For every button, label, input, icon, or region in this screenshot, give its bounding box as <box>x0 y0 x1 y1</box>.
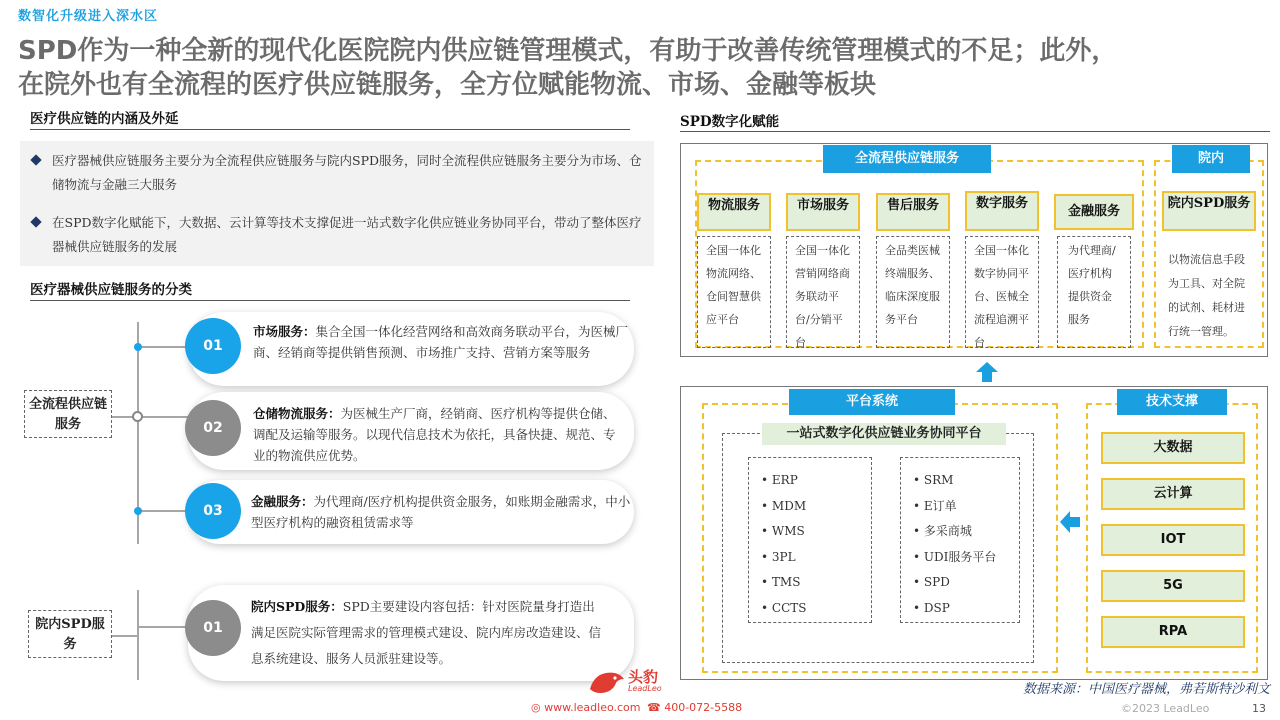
tech-cloud-computing: 云计算 <box>1101 478 1245 510</box>
service-title: 仓储物流服务： <box>253 406 341 421</box>
bullet-text: 医疗器械供应链服务主要分为全流程供应链服务与院内SPD服务，同时全流程供应链服务主要分为市场、仓储物流与金融三大服务 <box>52 153 642 192</box>
bullet-text: 在SPD数字化赋能下，大数据、云计算等技术支撑促进一站式数字化供应链业务协同平台，带动了整体医疗器械供应链服务的发展 <box>52 215 642 254</box>
system-item-label: SPD <box>923 575 950 590</box>
bullet-dot-icon: • <box>913 600 924 615</box>
page-title <box>18 34 1268 102</box>
tree-connector <box>138 346 188 348</box>
system-item-label: UDI服务平台 <box>923 549 997 564</box>
page-number: 13 <box>1252 702 1266 715</box>
service-title-digital: 数字服务 <box>965 191 1039 231</box>
service-title-in-hospital-spd: 院内SPD服务 <box>1162 191 1256 231</box>
system-item <box>761 545 871 571</box>
bullet-dot-icon: • <box>761 575 772 590</box>
service-text: 集合全国一体化经营网络和高效商务联动平台，为医械厂商、经销商等提供销售预测、市场推广支持、营销方案等服务 <box>253 324 629 360</box>
arrow-left-icon <box>1060 511 1070 533</box>
tech-label: 技术支撑 <box>1117 389 1227 415</box>
system-item <box>913 596 1019 622</box>
tree-connector <box>138 416 188 418</box>
heading-supply-chain-scope: 医疗供应链的内涵及外延 <box>30 111 179 127</box>
diamond-bullet-icon <box>30 216 41 227</box>
service-description <box>251 491 631 533</box>
tech-rpa: RPA <box>1101 616 1245 648</box>
full-process-label: 全流程供应链服务 <box>823 145 991 173</box>
service-title-aftersales: 售后服务 <box>876 193 950 231</box>
system-item <box>913 519 1019 545</box>
arrow-left-stem <box>1070 517 1080 527</box>
phone-text: 400-072-5588 <box>664 701 743 714</box>
logo-text-cn: 头豹 <box>628 668 659 686</box>
tree-connector <box>138 626 188 628</box>
system-item <box>761 468 871 494</box>
service-title-logistics: 物流服务 <box>697 193 771 231</box>
node-dot <box>134 507 142 515</box>
system-item-label: DSP <box>923 600 950 615</box>
system-item-label: SRM <box>923 473 954 487</box>
group-label-full-process: 全流程供应链服务 <box>24 390 112 438</box>
system-item <box>913 468 1019 494</box>
platform-title: 一站式数字化供应链业务协同平台 <box>762 423 1006 445</box>
website-link[interactable] <box>531 701 640 714</box>
service-desc-logistics: 全国一体化物流网络、仓间智慧供应平台 <box>697 236 771 348</box>
node-dot <box>134 343 142 351</box>
heading-underline <box>30 300 630 301</box>
service-description <box>253 321 631 363</box>
arrow-up-stem <box>982 372 992 382</box>
service-desc-aftersales: 全品类医械终端服务、临床深度服务平台 <box>876 236 950 348</box>
system-item <box>761 494 871 520</box>
tech-iot: IOT <box>1101 524 1245 556</box>
system-item-label: E订单 <box>923 498 957 513</box>
service-text: 为代理商/医疗机构提供资金服务，如账期金融需求，中小型医疗机构的融资租赁需求等 <box>251 494 631 530</box>
tech-5g: 5G <box>1101 570 1245 602</box>
bullet-dot-icon: • <box>913 498 924 513</box>
bullet-dot-icon: • <box>913 473 924 487</box>
leopard-logo-icon <box>588 667 628 697</box>
bullet-box <box>20 141 654 266</box>
service-title-finance: 金融服务 <box>1054 194 1134 230</box>
tech-big-data: 大数据 <box>1101 432 1245 464</box>
system-item <box>913 570 1019 596</box>
bullet-dot-icon: • <box>761 473 772 487</box>
heading-underline <box>680 131 1270 132</box>
group-label-in-hospital-spd: 院内SPD服务 <box>28 610 112 658</box>
title-line-2: 在院外也有全流程的医疗供应链服务，全方位赋能物流、市场、金融等板块 <box>18 70 877 100</box>
node-dot <box>132 411 143 422</box>
system-item <box>913 545 1019 571</box>
website-text: www.leadleo.com <box>544 701 641 714</box>
system-item-label: 多采商城 <box>923 524 972 539</box>
title-line-1: SPD作为一种全新的现代化医院院内供应链管理模式，有助于改善传统管理模式的不足；此外， <box>18 36 1118 66</box>
data-source: 数据来源：中国医疗器械，弗若斯特沙利文 <box>1022 682 1270 697</box>
section-tag: 数智化升级进入深水区 <box>18 9 159 24</box>
diamond-bullet-icon <box>30 154 41 165</box>
service-title: 院内SPD服务： <box>251 599 343 614</box>
service-title-market: 市场服务 <box>786 193 860 231</box>
system-list-right <box>900 457 1020 623</box>
system-item-label: MDM <box>771 498 807 513</box>
tree-connector <box>112 635 138 637</box>
service-description <box>253 403 625 466</box>
system-item-label: TMS <box>771 575 801 590</box>
logo-text-en: LeadLeo <box>628 684 662 693</box>
system-item <box>761 570 871 596</box>
bullet-item <box>32 211 642 259</box>
system-list-left <box>748 457 872 623</box>
system-item <box>761 596 871 622</box>
service-text: SPD主要建设内容包括：针对医院量身打造出满足医院实际管理需求的管理模式建设、院内库房改造建设、信息系统建设、服务人员派驻建设等。 <box>251 599 602 666</box>
system-item-label: CCTS <box>771 600 807 615</box>
bullet-dot-icon: • <box>761 549 772 564</box>
service-description <box>251 594 606 672</box>
in-hospital-label: 院内 <box>1172 145 1250 173</box>
system-item-label: 3PL <box>771 549 796 564</box>
copyright: ©2023 LeadLeo <box>1121 702 1210 715</box>
number-badge: 02 <box>185 400 241 456</box>
number-badge: 01 <box>185 600 241 656</box>
tree-connector <box>138 510 188 512</box>
number-badge: 03 <box>185 483 241 539</box>
number-badge: 01 <box>185 318 241 374</box>
service-desc-in-hospital-spd: 以物流信息手段为工具、对全院的试剂、耗材进行统一管理。 <box>1168 253 1245 338</box>
heading-service-classification: 医疗器械供应链服务的分类 <box>30 282 192 298</box>
phone-icon: ☎ <box>647 701 661 714</box>
bullet-dot-icon: • <box>761 498 772 513</box>
bullet-dot-icon: • <box>913 575 924 590</box>
system-item-label: ERP <box>771 473 798 487</box>
system-item-label: WMS <box>771 524 805 539</box>
system-item <box>761 519 871 545</box>
bullet-item <box>32 149 642 197</box>
heading-underline <box>30 129 630 130</box>
service-desc-finance: 为代理商/医疗机构提供资金服务 <box>1057 236 1131 348</box>
system-item <box>913 494 1019 520</box>
bullet-dot-icon: • <box>761 600 772 615</box>
service-desc-digital: 全国一体化数字协同平台、医械全流程追溯平台 <box>965 236 1039 348</box>
service-title: 市场服务： <box>253 324 316 339</box>
service-text: 为医械生产厂商，经销商、医疗机构等提供仓储、调配及运输等服务。以现代信息技术为依托，具备快捷、规范、专业的物流供应优势。 <box>253 406 616 463</box>
bullet-dot-icon: • <box>761 524 772 539</box>
service-desc-market: 全国一体化营销网络商务联动平台/分销平台 <box>786 236 860 348</box>
service-title: 金融服务： <box>251 494 314 509</box>
bullet-dot-icon: • <box>913 549 924 564</box>
heading-spd-digital: SPD数字化赋能 <box>680 114 780 130</box>
bullet-dot-icon: • <box>913 524 924 539</box>
phone-link[interactable] <box>647 701 742 714</box>
arrow-up-icon <box>976 362 998 372</box>
platform-label: 平台系统 <box>789 389 955 415</box>
globe-icon: ◎ <box>531 701 541 714</box>
